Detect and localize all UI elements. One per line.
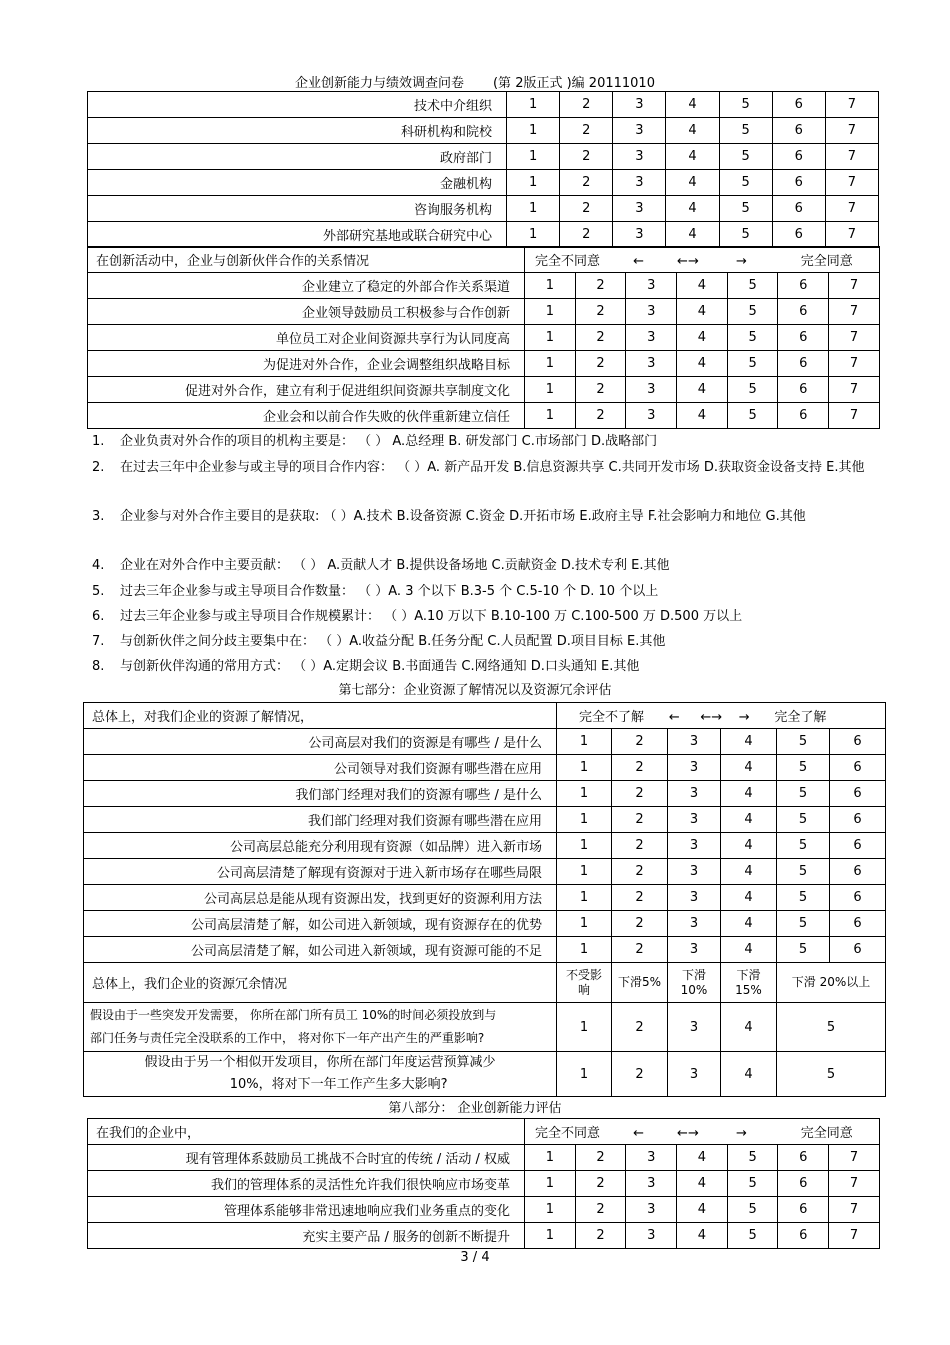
rating-option[interactable]: 3 <box>626 403 677 429</box>
rating-option[interactable]: 7 <box>825 222 878 248</box>
rating-option[interactable]: 1 <box>557 807 612 833</box>
section8-title: 第八部分： 企业创新能力评估 <box>388 1101 562 1116</box>
relationship-row <box>88 325 880 351</box>
rating-option[interactable]: 1 <box>507 170 560 196</box>
rating-option[interactable]: 3 <box>668 937 721 963</box>
rating-option[interactable]: 7 <box>829 377 880 403</box>
rating-option[interactable]: 3 <box>668 781 721 807</box>
slack-option[interactable]: 2 <box>612 1052 668 1097</box>
rating-option[interactable]: 6 <box>778 1197 829 1223</box>
rating-option[interactable]: 3 <box>626 299 677 325</box>
rating-option[interactable]: 4 <box>677 403 728 429</box>
rating-option[interactable]: 6 <box>830 755 886 781</box>
question-item <box>92 556 892 576</box>
relationship-row-label: 企业领导鼓励员工积极参与合作创新 <box>88 299 525 325</box>
rating-option[interactable]: 3 <box>613 196 666 222</box>
rating-option[interactable]: 2 <box>575 1223 626 1249</box>
question-text: 过去三年企业参与或主导项目合作数量： （ ）A. 3 个以下 B.3-5 个 C.5-10 个 D. 10 个以上 <box>120 584 659 599</box>
rating-option[interactable]: 2 <box>575 1171 626 1197</box>
rating-option[interactable]: 3 <box>613 222 666 248</box>
rating-option[interactable]: 3 <box>668 807 721 833</box>
partner-row-label: 金融机构 <box>88 170 507 196</box>
rating-option[interactable]: 7 <box>829 1223 880 1249</box>
section7-title: 第七部分：企业资源了解情况以及资源冗余评估 <box>338 683 612 698</box>
rating-option[interactable]: 2 <box>612 885 668 911</box>
partner-row-label: 外部研究基地或联合研究中心 <box>88 222 507 248</box>
resource-understanding-table <box>83 702 886 1097</box>
rating-option[interactable]: 7 <box>825 196 878 222</box>
slack-option[interactable]: 1 <box>557 1052 612 1097</box>
rating-option[interactable]: 4 <box>666 196 719 222</box>
rating-option[interactable]: 3 <box>626 1171 677 1197</box>
relationship-row-label: 企业会和以前合作失败的伙伴重新建立信任 <box>88 403 525 429</box>
resource-row-label: 公司高层对我们的资源是有哪些 / 是什么 <box>84 729 557 755</box>
rating-option[interactable]: 1 <box>525 377 576 403</box>
rating-option[interactable]: 4 <box>721 833 777 859</box>
rating-option[interactable]: 4 <box>721 911 777 937</box>
slack-col-4: 下滑15% <box>721 963 777 1003</box>
rating-option[interactable]: 5 <box>719 118 772 144</box>
innovation-row <box>88 1145 880 1171</box>
rating-option[interactable]: 7 <box>829 351 880 377</box>
rating-option[interactable]: 2 <box>612 911 668 937</box>
question-item <box>92 632 892 652</box>
resource-row-label: 公司高层总能充分利用现有资源（如品牌）进入新市场 <box>84 833 557 859</box>
rating-option[interactable]: 1 <box>525 325 576 351</box>
rating-option[interactable]: 6 <box>772 170 825 196</box>
partner-row-label: 咨询服务机构 <box>88 196 507 222</box>
rating-option[interactable]: 6 <box>778 325 829 351</box>
slack-option[interactable]: 5 <box>777 1003 886 1052</box>
rating-option[interactable]: 4 <box>666 92 719 118</box>
question-number: 4. <box>92 558 105 573</box>
question-number: 6. <box>92 609 105 624</box>
rating-option[interactable]: 3 <box>613 170 666 196</box>
rating-option[interactable]: 5 <box>727 1171 778 1197</box>
rating-option[interactable]: 5 <box>777 937 830 963</box>
rating-option[interactable]: 2 <box>575 1197 626 1223</box>
question-text: 在过去三年中企业参与或主导的项目合作内容： （ ）A. 新产品开发 B.信息资源共享 C.共同开发市场 D.获取资金设备支持 E.其他 <box>120 460 865 475</box>
rating-option[interactable]: 4 <box>677 377 728 403</box>
question-number: 3. <box>92 509 105 524</box>
resource-row <box>84 859 886 885</box>
slack-question-1: 假设由于一些突发开发需要， 你所在部门所有员工 10%的时间必须投放到与 部门任务与责任完全没联系的工作中， 将对你下一年产出产生的严重影响? <box>84 1003 557 1052</box>
innovation-row-label: 现有管理体系鼓励员工挑战不合时宜的传统 / 活动 / 权威 <box>88 1145 525 1171</box>
rating-option[interactable]: 3 <box>668 885 721 911</box>
rating-option[interactable]: 6 <box>830 937 886 963</box>
rating-option[interactable]: 5 <box>727 351 778 377</box>
slack-option[interactable]: 3 <box>668 1052 721 1097</box>
rating-option[interactable]: 6 <box>778 351 829 377</box>
rating-option[interactable]: 7 <box>825 92 878 118</box>
rating-option[interactable]: 3 <box>626 325 677 351</box>
partner-row-label: 技术中介组织 <box>88 92 507 118</box>
rating-option[interactable]: 7 <box>829 403 880 429</box>
rating-option[interactable]: 1 <box>525 403 576 429</box>
resource-row <box>84 755 886 781</box>
rating-option[interactable]: 2 <box>560 144 613 170</box>
rating-option[interactable]: 2 <box>612 807 668 833</box>
slack-col-1: 不受影响 <box>557 963 612 1003</box>
rating-option[interactable]: 1 <box>507 118 560 144</box>
relationship-row <box>88 273 880 299</box>
slack-option[interactable]: 3 <box>668 1003 721 1052</box>
rating-option[interactable]: 5 <box>777 859 830 885</box>
rating-option[interactable]: 5 <box>777 911 830 937</box>
rating-option[interactable]: 1 <box>557 729 612 755</box>
rating-option[interactable]: 1 <box>525 1145 576 1171</box>
rating-option[interactable]: 6 <box>830 911 886 937</box>
rating-option[interactable]: 5 <box>719 196 772 222</box>
rating-option[interactable]: 6 <box>778 1145 829 1171</box>
question-text: 企业负责对外合作的项目的机构主要是： （ ） A.总经理 B. 研发部门 C.市场部门 D.战略部门 <box>120 434 658 449</box>
rating-option[interactable]: 5 <box>727 1197 778 1223</box>
rating-option[interactable]: 6 <box>830 885 886 911</box>
rating-option[interactable]: 4 <box>721 807 777 833</box>
question-item <box>92 458 892 478</box>
rating-option[interactable]: 5 <box>777 781 830 807</box>
slack-option[interactable]: 4 <box>721 1003 777 1052</box>
innovation-row-label: 充实主要产品 / 服务的创新不断提升 <box>88 1223 525 1249</box>
rating-option[interactable]: 6 <box>830 859 886 885</box>
rating-option[interactable]: 5 <box>727 273 778 299</box>
resource-row-label: 公司高层清楚了解，如公司进入新领域，现有资源存在的优势 <box>84 911 557 937</box>
relationship-row <box>88 377 880 403</box>
rating-option[interactable]: 3 <box>626 377 677 403</box>
rating-option[interactable]: 2 <box>560 118 613 144</box>
rating-option[interactable]: 5 <box>727 377 778 403</box>
question-text: 企业参与对外合作主要目的是获取: （ ）A.技术 B.设备资源 C.资金 D.开拓市场 E.政府主导 F.社会影响力和地位 G.其他 <box>120 509 806 524</box>
rating-option[interactable]: 3 <box>613 92 666 118</box>
rating-option[interactable]: 7 <box>829 1171 880 1197</box>
rating-option[interactable]: 4 <box>721 859 777 885</box>
slack-col-3: 下滑10% <box>668 963 721 1003</box>
rating-option[interactable]: 4 <box>677 1223 728 1249</box>
rating-option[interactable]: 1 <box>557 833 612 859</box>
rating-option[interactable]: 1 <box>507 144 560 170</box>
slack-option[interactable]: 2 <box>612 1003 668 1052</box>
question-number: 8. <box>92 659 105 674</box>
rating-option[interactable]: 2 <box>575 325 626 351</box>
page-number: 3 / 4 <box>460 1250 490 1265</box>
question-number: 5. <box>92 584 105 599</box>
rating-option[interactable]: 4 <box>677 1197 728 1223</box>
rating-option[interactable]: 2 <box>575 299 626 325</box>
rating-option[interactable]: 1 <box>525 1171 576 1197</box>
rating-option[interactable]: 4 <box>721 729 777 755</box>
rating-option[interactable]: 6 <box>772 92 825 118</box>
rating-option[interactable]: 6 <box>778 273 829 299</box>
resource-row-label: 公司高层清楚了解，如公司进入新领域，现有资源可能的不足 <box>84 937 557 963</box>
rating-option[interactable]: 2 <box>560 222 613 248</box>
rating-option[interactable]: 5 <box>727 325 778 351</box>
rating-option[interactable]: 6 <box>778 377 829 403</box>
resource-row-label: 公司领导对我们资源有哪些潜在应用 <box>84 755 557 781</box>
relationship-row-label: 企业建立了稳定的外部合作关系渠道 <box>88 273 525 299</box>
rating-option[interactable]: 3 <box>668 729 721 755</box>
slack-option[interactable]: 5 <box>777 1052 886 1097</box>
rating-option[interactable]: 1 <box>557 755 612 781</box>
question-text: 企业在对外合作中主要贡献： （ ） A.贡献人才 B.提供设备场地 C.贡献资金 D.技术专利 E.其他 <box>120 558 670 573</box>
relationship-row <box>88 403 880 429</box>
rating-option[interactable]: 3 <box>626 1223 677 1249</box>
resource-row <box>84 807 886 833</box>
rating-option[interactable]: 4 <box>721 937 777 963</box>
rating-option[interactable]: 1 <box>525 299 576 325</box>
document-version: (第 2版正式 )编 20111010 <box>492 76 655 91</box>
resource-row-label: 我们部门经理对我们的资源有哪些 / 是什么 <box>84 781 557 807</box>
rating-option[interactable]: 2 <box>575 273 626 299</box>
resource-row-label: 公司高层清楚了解现有资源对于进入新市场存在哪些局限 <box>84 859 557 885</box>
question-item <box>92 507 892 527</box>
rating-option[interactable]: 6 <box>772 222 825 248</box>
resource-row-label: 我们部门经理对我们资源有哪些潜在应用 <box>84 807 557 833</box>
rating-option[interactable]: 6 <box>830 833 886 859</box>
rating-option[interactable]: 5 <box>777 729 830 755</box>
relationship-row-label: 为促进对外合作，企业会调整组织战略目标 <box>88 351 525 377</box>
rating-option[interactable]: 2 <box>575 1145 626 1171</box>
rating-option[interactable]: 5 <box>727 299 778 325</box>
innovation-scale-header: 完全不同意 ← ←→ → 完全同意 <box>525 1119 880 1145</box>
rating-option[interactable]: 5 <box>719 222 772 248</box>
rating-option[interactable]: 6 <box>778 1223 829 1249</box>
rating-option[interactable]: 1 <box>507 222 560 248</box>
rating-option[interactable]: 1 <box>525 1223 576 1249</box>
resource-row <box>84 781 886 807</box>
rating-option[interactable]: 2 <box>560 196 613 222</box>
rating-option[interactable]: 4 <box>677 1145 728 1171</box>
rating-option[interactable]: 3 <box>613 144 666 170</box>
rating-option[interactable]: 1 <box>525 273 576 299</box>
rating-option[interactable]: 5 <box>777 755 830 781</box>
rating-option[interactable]: 1 <box>557 911 612 937</box>
rating-option[interactable]: 2 <box>575 351 626 377</box>
partner-table <box>87 91 879 248</box>
rating-option[interactable]: 7 <box>825 144 878 170</box>
rating-option[interactable]: 6 <box>772 196 825 222</box>
innovation-row <box>88 1197 880 1223</box>
rating-option[interactable]: 6 <box>772 118 825 144</box>
rating-option[interactable]: 4 <box>721 755 777 781</box>
rating-option[interactable]: 3 <box>626 1197 677 1223</box>
slack-header: 总体上，我们企业的资源冗余情况 <box>84 963 557 1003</box>
partner-relationship-table <box>87 246 880 429</box>
rating-option[interactable]: 4 <box>721 885 777 911</box>
partner-row <box>88 118 879 144</box>
partner-row <box>88 92 879 118</box>
rating-option[interactable]: 5 <box>777 807 830 833</box>
partner-row <box>88 222 879 248</box>
resource-row <box>84 885 886 911</box>
relationship-row <box>88 351 880 377</box>
rating-option[interactable]: 1 <box>557 937 612 963</box>
rating-option[interactable]: 4 <box>721 781 777 807</box>
question-item <box>92 582 892 602</box>
rating-option[interactable]: 6 <box>830 729 886 755</box>
question-number: 1. <box>92 434 105 449</box>
understanding-scale-header: 完全不了解 ← ←→ → 完全了解 <box>557 703 886 729</box>
rating-option[interactable]: 2 <box>560 92 613 118</box>
rating-option[interactable]: 3 <box>668 755 721 781</box>
agreement-scale-header: 完全不同意 ← ←→ → 完全同意 <box>525 247 880 273</box>
innovation-row <box>88 1171 880 1197</box>
rating-option[interactable]: 5 <box>727 1223 778 1249</box>
rating-option[interactable]: 1 <box>507 92 560 118</box>
question-item <box>92 607 892 627</box>
innovation-row-label: 我们的管理体系的灵活性允许我们很快响应市场变革 <box>88 1171 525 1197</box>
innovation-row <box>88 1223 880 1249</box>
partner-row <box>88 144 879 170</box>
partner-row <box>88 196 879 222</box>
rating-option[interactable]: 6 <box>778 1171 829 1197</box>
rating-option[interactable]: 4 <box>677 273 728 299</box>
rating-option[interactable]: 6 <box>830 781 886 807</box>
rating-option[interactable]: 2 <box>575 403 626 429</box>
slack-col-2: 下滑5% <box>612 963 668 1003</box>
rating-option[interactable]: 4 <box>677 351 728 377</box>
rating-option[interactable]: 2 <box>612 729 668 755</box>
rating-option[interactable]: 3 <box>668 859 721 885</box>
rating-option[interactable]: 3 <box>668 911 721 937</box>
rating-option[interactable]: 2 <box>612 859 668 885</box>
rating-option[interactable]: 7 <box>829 325 880 351</box>
rating-option[interactable]: 7 <box>825 118 878 144</box>
partner-row <box>88 170 879 196</box>
rating-option[interactable]: 5 <box>719 92 772 118</box>
slack-question-2: 假设由于另一个相似开发项目，你所在部门年度运营预算减少 10%，将对下一年工作产生多大影响? <box>84 1052 557 1097</box>
rating-option[interactable]: 1 <box>525 351 576 377</box>
rating-option[interactable]: 2 <box>612 833 668 859</box>
rating-option[interactable]: 3 <box>626 351 677 377</box>
rating-option[interactable]: 1 <box>557 859 612 885</box>
page-header <box>0 72 950 91</box>
rating-option[interactable]: 5 <box>719 170 772 196</box>
question-number: 2. <box>92 460 105 475</box>
rating-option[interactable]: 3 <box>613 118 666 144</box>
resource-row-label: 公司高层总是能从现有资源出发，找到更好的资源利用方法 <box>84 885 557 911</box>
partner-row-label: 科研机构和院校 <box>88 118 507 144</box>
rating-option[interactable]: 4 <box>677 325 728 351</box>
resource-header: 总体上，对我们企业的资源了解情况， <box>84 703 557 729</box>
rating-option[interactable]: 4 <box>677 299 728 325</box>
rating-option[interactable]: 5 <box>727 1145 778 1171</box>
relationship-row-label: 促进对外合作，建立有利于促进组织间资源共享制度文化 <box>88 377 525 403</box>
rating-option[interactable]: 3 <box>626 1145 677 1171</box>
rating-option[interactable]: 6 <box>778 403 829 429</box>
rating-option[interactable]: 7 <box>829 1145 880 1171</box>
rating-option[interactable]: 5 <box>727 403 778 429</box>
rating-option[interactable]: 5 <box>777 885 830 911</box>
rating-option[interactable]: 4 <box>666 118 719 144</box>
rating-option[interactable]: 1 <box>507 196 560 222</box>
rating-option[interactable]: 5 <box>777 833 830 859</box>
question-number: 7. <box>92 634 105 649</box>
relationship-row <box>88 299 880 325</box>
rating-option[interactable]: 1 <box>557 885 612 911</box>
rating-option[interactable]: 3 <box>626 273 677 299</box>
relationship-row-label: 单位员工对企业间资源共享行为认同度高 <box>88 325 525 351</box>
rating-option[interactable]: 2 <box>560 170 613 196</box>
rating-option[interactable]: 6 <box>772 144 825 170</box>
rating-option[interactable]: 3 <box>668 833 721 859</box>
rating-option[interactable]: 5 <box>719 144 772 170</box>
slack-option[interactable]: 4 <box>721 1052 777 1097</box>
resource-row <box>84 937 886 963</box>
rating-option[interactable]: 2 <box>612 781 668 807</box>
rating-option[interactable]: 4 <box>666 144 719 170</box>
question-item <box>92 657 892 677</box>
innovation-capability-table <box>87 1118 880 1249</box>
question-item <box>92 432 892 452</box>
partner-row-label: 政府部门 <box>88 144 507 170</box>
rating-option[interactable]: 4 <box>666 222 719 248</box>
rating-option[interactable]: 7 <box>829 299 880 325</box>
question-text: 过去三年企业参与或主导项目合作规模累计： （ ）A.10 万以下 B.10-100 万 C.100-500 万 D.500 万以上 <box>120 609 743 624</box>
slack-option[interactable]: 1 <box>557 1003 612 1052</box>
rating-option[interactable]: 6 <box>830 807 886 833</box>
rating-option[interactable]: 7 <box>825 170 878 196</box>
rating-option[interactable]: 6 <box>778 299 829 325</box>
resource-row <box>84 911 886 937</box>
document-title: 企业创新能力与绩效调查问卷 <box>295 76 465 91</box>
rating-option[interactable]: 7 <box>829 273 880 299</box>
rating-option[interactable]: 2 <box>575 377 626 403</box>
rating-option[interactable]: 4 <box>677 1171 728 1197</box>
rating-option[interactable]: 2 <box>612 755 668 781</box>
rating-option[interactable]: 1 <box>557 781 612 807</box>
question-text: 与创新伙伴之间分歧主要集中在： （ ）A.收益分配 B.任务分配 C.人员配置 D.项目目标 E.其他 <box>120 634 666 649</box>
innovation-row-label: 管理体系能够非常迅速地响应我们业务重点的变化 <box>88 1197 525 1223</box>
rating-option[interactable]: 1 <box>525 1197 576 1223</box>
question-text: 与创新伙伴沟通的常用方式： （ ）A.定期会议 B.书面通告 C.网络通知 D.口头通知 E.其他 <box>120 659 640 674</box>
rating-option[interactable]: 7 <box>829 1197 880 1223</box>
slack-col-5: 下滑 20%以上 <box>777 963 886 1003</box>
innovation-header: 在我们的企业中， <box>88 1119 525 1145</box>
resource-row <box>84 833 886 859</box>
rating-option[interactable]: 2 <box>612 937 668 963</box>
relationship-header: 在创新活动中，企业与创新伙伴合作的关系情况 <box>88 247 525 273</box>
resource-row <box>84 729 886 755</box>
rating-option[interactable]: 4 <box>666 170 719 196</box>
